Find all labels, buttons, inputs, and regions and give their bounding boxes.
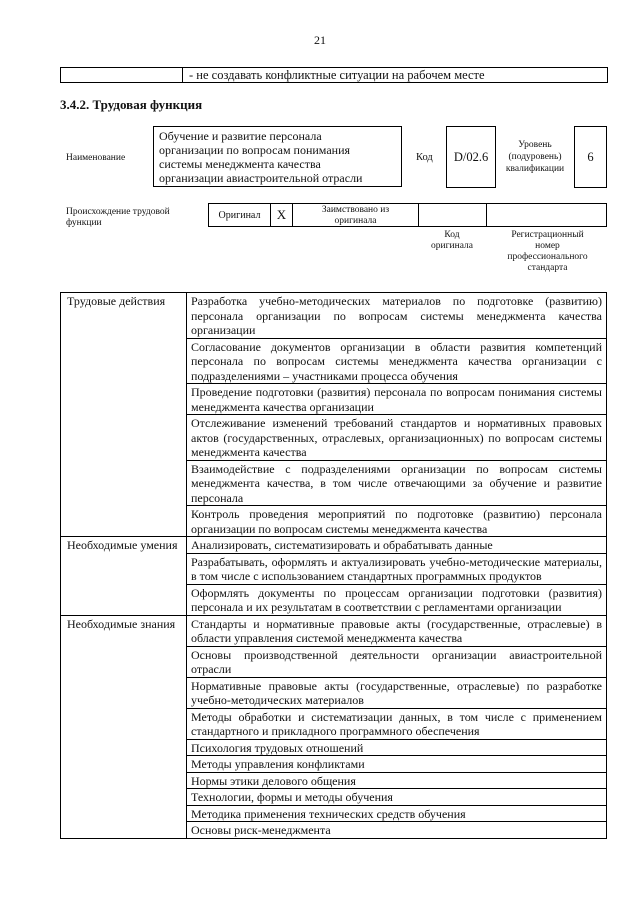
table-cell: Анализировать, систематизировать и обрабатывать данные: [187, 537, 607, 554]
section-title-knowledge: Необходимые знания: [61, 615, 187, 838]
table-cell: Разработка учебно-методических материалов по подготовке (развитию) персонала организации по вопросам системы менеджмента качества организации: [187, 293, 607, 339]
level-label-line: (подуровень): [508, 152, 562, 162]
borrowed-label-line: Заимствовано из: [321, 205, 390, 215]
labor-function-table: [60, 292, 607, 839]
table-cell: Методы обработки и систематизации данных, в том числе с применением стандартного и прикладного программного обеспечения: [187, 708, 607, 739]
table-cell: Психология трудовых отношений: [187, 739, 607, 756]
table-cell: Оформлять документы по процессам организации подготовки (развития) персонала и их результатам в соответствии с регламентами организации: [187, 584, 607, 615]
previous-table-row: [60, 67, 608, 83]
registration-caption-line: профессионального: [507, 252, 588, 262]
origin-label-line: функции: [66, 218, 102, 228]
section-title-actions: Трудовые действия: [61, 293, 187, 537]
table-cell: Методы управления конфликтами: [187, 756, 607, 773]
borrowed-label-line: оригинала: [334, 216, 377, 226]
table-cell: Согласование документов организации в области развития компетенций персонала по вопросам системы менеджмента качества организации с подразделениями – участниками процесса обучения: [187, 338, 607, 384]
registration-caption-line: стандарта: [527, 263, 568, 273]
table-cell: Разрабатывать, оформлять и актуализировать учебно-методические материалы, в том числе с использованием стандартных программных продуктов: [187, 553, 607, 584]
page-number: 21: [314, 33, 326, 47]
table-cell: Основы производственной деятельности организации авиастроительной отрасли: [187, 646, 607, 677]
function-name-box: [153, 126, 402, 187]
table-cell: Основы риск-менеджмента: [187, 822, 607, 839]
origin-row: [208, 203, 607, 227]
original-label: Оригинал: [209, 204, 271, 226]
original-code-cell: [419, 204, 487, 226]
table-cell: Контроль проведения мероприятий по подготовке (развитию) персонала организации по вопросам системы менеджмента качества: [187, 506, 607, 537]
previous-row-text: - не создавать конфликтные ситуации на рабочем месте: [189, 68, 485, 82]
table-row: [61, 293, 607, 339]
function-name-line: организации авиастроительной отрасли: [159, 171, 363, 185]
level-value-box: 6: [574, 126, 607, 188]
table-cell: Взаимодействие с подразделениями организации по вопросам системы менеджмента качества, в том числе отвечающими за обучение и развитие персонала: [187, 460, 607, 506]
code-caption-line: Код: [444, 230, 460, 240]
function-name-line: системы менеджмента качества: [159, 157, 321, 171]
registration-caption-line: Регистрационный: [511, 230, 584, 240]
table-cell: Отслеживание изменений требований стандартов и нормативных правовых актов (государственных, отраслевых, организационных) по вопросам системы менеджмента качества: [187, 415, 607, 461]
table-cell: Технологии, формы и методы обучения: [187, 789, 607, 806]
registration-caption: [488, 230, 607, 274]
code-label: Код: [416, 152, 433, 163]
table-cell: Методика применения технических средств обучения: [187, 805, 607, 822]
table-cell: Нормативные правовые акты (государственные, отраслевые) по разработке учебно-методических материалов: [187, 677, 607, 708]
table-cell: Нормы этики делового общения: [187, 772, 607, 789]
level-label-line: Уровень: [518, 140, 552, 150]
name-label: Наименование: [66, 153, 126, 163]
registration-caption-line: номер: [535, 241, 560, 251]
table-cell: Стандарты и нормативные правовые акты (государственные, отраслевые) в области управления системой менеджмента качества: [187, 615, 607, 646]
table-row: [61, 615, 607, 646]
section-title-skills: Необходимые умения: [61, 537, 187, 616]
previous-row-empty-cell: [61, 68, 183, 82]
code-caption-line: оригинала: [431, 241, 473, 251]
section-heading: 3.4.2. Трудовая функция: [60, 97, 203, 112]
origin-label: [66, 207, 206, 229]
function-name-line: Обучение и развитие персонала: [159, 129, 322, 143]
origin-label-line: Происхождение трудовой: [66, 207, 170, 217]
level-label: [498, 139, 572, 175]
function-name-line: организации по вопросам понимания: [159, 143, 351, 157]
code-value-box: D/02.6: [446, 126, 496, 188]
table-row: [61, 537, 607, 554]
borrowed-label: [293, 204, 419, 226]
original-mark: X: [271, 204, 293, 226]
level-label-line: квалификации: [505, 164, 565, 174]
code-caption: [418, 230, 486, 252]
table-cell: Проведение подготовки (развития) персонала по вопросам понимания системы менеджмента качества организации: [187, 384, 607, 415]
registration-number-cell: [487, 204, 606, 226]
